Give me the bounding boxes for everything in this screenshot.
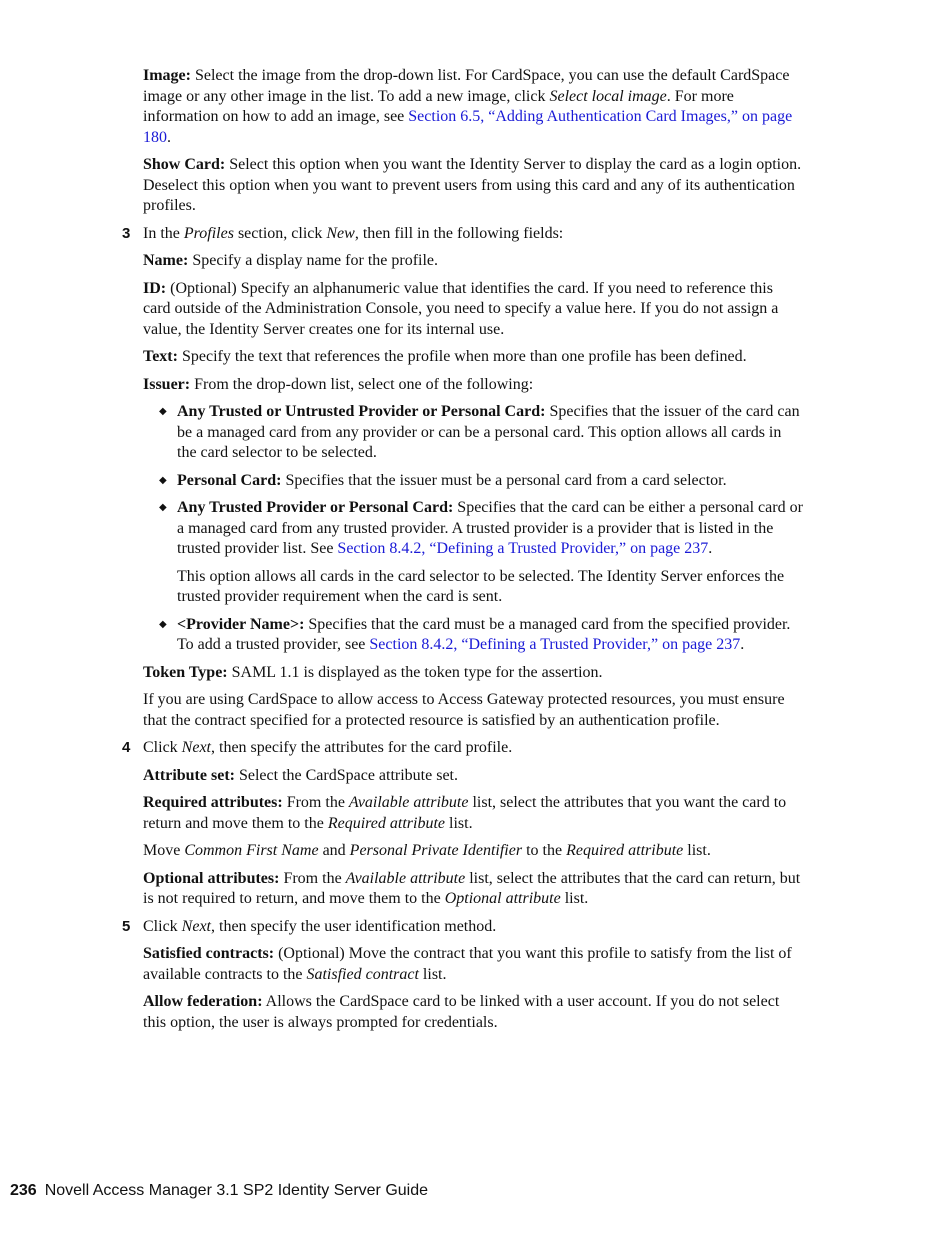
show-card-description: Show Card: Select this option when you want the Identity Server to display the card as a login option. Deselect this option when you want to prevent users from using this card and any of its authentication profiles.	[143, 156, 802, 214]
cross-reference-link[interactable]: Section 8.4.2, “Defining a Trusted Provider,” on page 237	[369, 636, 741, 653]
token-type-description: Token Type: SAML 1.1 is displayed as the token type for the assertion.	[143, 663, 603, 681]
list-item: ◆ <Provider Name>: Specifies that the card must be a managed card from the specified provider. To add a trusted provider, see Section 8.4.2, “Defining a Trusted Provider,” on page 237.	[159, 615, 791, 653]
issuer-field-description: Issuer: From the drop-down list, select one of the following:	[143, 375, 534, 393]
step-5	[122, 917, 803, 938]
issuer-options-list	[143, 402, 803, 656]
list-item: ◆ Any Trusted Provider or Personal Card: Specifies that the card can be either a personal card or a managed card from any trusted provider. A trusted provider is a provider that is listed in the trusted provider list. See Section 8.4.2, “Defining a Trusted Provider,” on page 237. This option allows all cards in the card selector to be selected. The Identity Server enforces the trusted provider requirement when the card is sent.	[143, 498, 803, 608]
required-attributes-description: Required attributes: From the Available attribute list, select the attributes that you want the card to return and move them to the Required attribute list.	[143, 794, 787, 832]
bullet-note: This option allows all cards in the card selector to be selected. The Identity Server enforces the trusted provider requirement when the card is sent.	[177, 567, 785, 605]
step-instruction: Click Next, then specify the user identification method.	[143, 917, 497, 935]
attribute-set-description: Attribute set: Select the CardSpace attribute set.	[143, 766, 458, 784]
page-number: 236	[10, 1182, 37, 1199]
id-field-description: ID: (Optional) Specify an alphanumeric value that identifies the card. If you need to reference this card outside of the Administration Console, you need to specify a value here. If you do not assign a value, the Identity Server creates one for its internal use.	[143, 279, 779, 338]
allow-federation-description: Allow federation: Allows the CardSpace card to be linked with a user account. If you do not select this option, the user is always prompted for credentials.	[143, 993, 780, 1031]
gateway-note: If you are using CardSpace to allow access to Access Gateway protected resources, you must ensure that the contract specified for a protected resource is satisfied by an authentication profile.	[143, 691, 785, 729]
text-field-description: Text: Specify the text that references the profile when more than one profile has been defined.	[143, 348, 747, 365]
field-label: Show Card:	[143, 156, 226, 173]
step-3	[122, 224, 803, 245]
cross-reference-link[interactable]: Section 6.5, “Adding Authentication Card Images,” on page 180	[143, 108, 793, 146]
name-field-description: Name: Specify a display name for the profile.	[143, 252, 439, 269]
diamond-bullet-icon: ◆	[159, 618, 167, 630]
optional-attributes-description: Optional attributes: From the Available attribute list, select the attributes that the card can return, but is not required to return, and move them to the Optional attribute list.	[143, 869, 801, 907]
diamond-bullet-icon: ◆	[159, 474, 167, 486]
step-4	[122, 738, 803, 759]
book-title: Novell Access Manager 3.1 SP2 Identity Server Guide	[44, 1182, 429, 1199]
field-label: Image:	[143, 67, 191, 84]
step-instruction: In the Profiles section, click New, then fill in the following fields:	[143, 224, 564, 242]
image-field-description: Image: Select the image from the drop-down list. For CardSpace, you can use the default CardSpace image or any other image in the list. To add a new image, click Select local image. For more information on how to add an image, see Section 6.5, “Adding Authentication Card Images,” on page 180.	[143, 67, 793, 146]
step-number: 5	[122, 917, 131, 935]
page-body	[122, 66, 803, 1040]
cross-reference-link[interactable]: Section 8.4.2, “Defining a Trusted Provider,” on page 237	[337, 540, 709, 557]
page-footer	[10, 1182, 428, 1200]
step-instruction: Click Next, then specify the attributes for the card profile.	[143, 739, 513, 756]
step-number: 3	[122, 224, 131, 242]
diamond-bullet-icon: ◆	[159, 502, 167, 513]
diamond-bullet-icon: ◆	[159, 406, 167, 417]
step-number: 4	[122, 739, 131, 756]
move-attributes-instruction: Move Common First Name and Personal Private Identifier to the Required attribute list.	[143, 842, 711, 859]
list-item: ◆ Any Trusted or Untrusted Provider or Personal Card: Specifies that the issuer of the card can be a managed card from any provider or can be a personal card. This option allows all cards in the card selector to be selected.	[159, 403, 800, 461]
list-item: ◆ Personal Card: Specifies that the issuer must be a personal card from a card selector.	[143, 471, 803, 492]
satisfied-contracts-description: Satisfied contracts: (Optional) Move the contract that you want this profile to satisfy from the list of available contracts to the Satisfied contract list.	[143, 945, 792, 983]
